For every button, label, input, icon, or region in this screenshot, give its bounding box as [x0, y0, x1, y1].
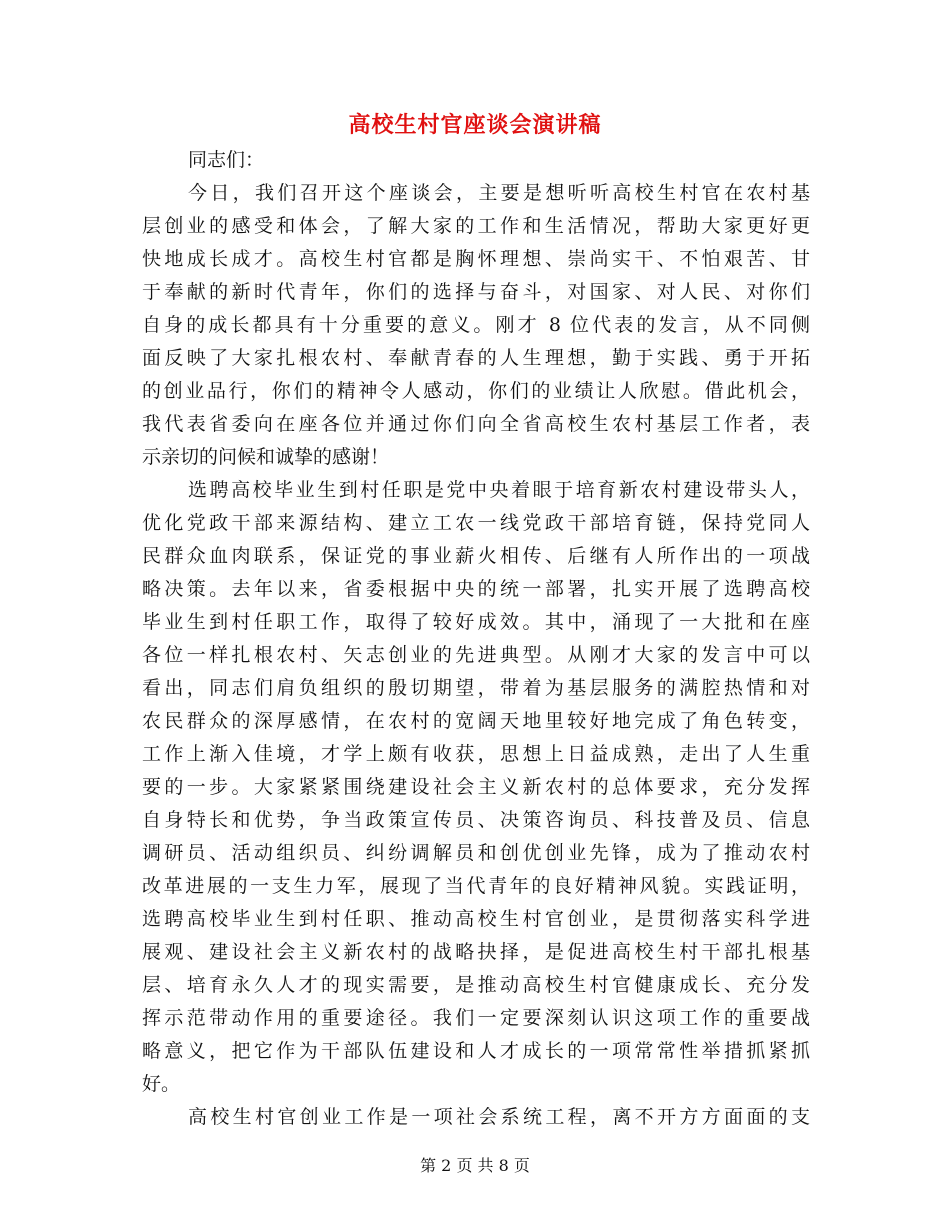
- paragraph-line: 面反映了大家扎根农村、奉献青春的人生理想，勤于实践、勇于开拓: [142, 347, 810, 369]
- paragraph-line: 展观、建设社会主义新农村的战略抉择，是促进高校生村干部扎根基: [142, 941, 810, 963]
- paragraph-line: 今日，我们召开这个座谈会，主要是想听听高校生村官在农村基: [188, 182, 810, 204]
- paragraph-line: 好。: [142, 1073, 181, 1095]
- paragraph-line: 看出，同志们肩负组织的殷切期望，带着为基层服务的满腔热情和对: [142, 677, 810, 699]
- paragraph-line: 自身特长和优势，争当政策宣传员、决策咨询员、科技普及员、信息: [142, 809, 810, 831]
- paragraph-line: 层、培育永久人才的现实需要，是推动高校生村官健康成长、充分发: [142, 974, 810, 996]
- paragraph-line: 的创业品行，你们的精神令人感动，你们的业绩让人欣慰。借此机会，: [142, 380, 810, 402]
- paragraph-line: 工作上渐入佳境，才学上颇有收获，思想上日益成熟，走出了人生重: [142, 743, 810, 765]
- salutation-line: 同志们：: [188, 149, 265, 171]
- paragraph-line: 改革进展的一支生力军，展现了当代青年的良好精神风貌。实践证明，: [142, 875, 810, 897]
- document-title: 高校生村官座谈会演讲稿: [348, 113, 602, 138]
- paragraph-line: 优化党政干部来源结构、建立工农一线党政干部培育链，保持党同人: [142, 512, 810, 534]
- paragraph-line: 自身的成长都具有十分重要的意义。刚才 8 位代表的发言，从不同侧: [142, 314, 810, 336]
- paragraph-line: 我代表省委向在座各位并通过你们向全省高校生农村基层工作者，表: [142, 413, 810, 435]
- paragraph-line: 选聘高校毕业生到村任职、推动高校生村官创业，是贯彻落实科学进: [142, 908, 810, 930]
- paragraph-line: 毕业生到村任职工作，取得了较好成效。其中，涌现了一大批和在座: [142, 611, 810, 633]
- page-number-footer: 第 2 页 共 8 页: [420, 1156, 530, 1175]
- paragraph-line: 于奉献的新时代青年，你们的选择与奋斗，对国家、对人民、对你们: [142, 281, 810, 303]
- paragraph-line: 农民群众的深厚感情，在农村的宽阔天地里较好地完成了角色转变，: [142, 710, 810, 732]
- paragraph-line: 略意义，把它作为干部队伍建设和人才成长的一项常常性举措抓紧抓: [142, 1040, 810, 1062]
- paragraph-line: 快地成长成才。高校生村官都是胸怀理想、崇尚实干、不怕艰苦、甘: [142, 248, 810, 270]
- paragraph-line: 调研员、活动组织员、纠纷调解员和创优创业先锋，成为了推动农村: [142, 842, 810, 864]
- paragraph-line: 要的一步。大家紧紧围绕建设社会主义新农村的总体要求，充分发挥: [142, 776, 810, 798]
- paragraph-line: 各位一样扎根农村、矢志创业的先进典型。从刚才大家的发言中可以: [142, 644, 810, 666]
- paragraph-line: 略决策。去年以来，省委根据中央的统一部署，扎实开展了选聘高校: [142, 578, 810, 600]
- paragraph-line: 民群众血肉联系，保证党的事业薪火相传、后继有人所作出的一项战: [142, 545, 810, 567]
- paragraph-line: 示亲切的问候和诚挚的感谢！: [142, 446, 390, 468]
- paragraph-line: 挥示范带动作用的重要途径。我们一定要深刻认识这项工作的重要战: [142, 1007, 810, 1029]
- paragraph-line: 选聘高校毕业生到村任职是党中央着眼于培育新农村建设带头人，: [188, 479, 810, 501]
- paragraph-line: 高校生村官创业工作是一项社会系统工程，离不开方方面面的支: [188, 1106, 810, 1128]
- paragraph-line: 层创业的感受和体会，了解大家的工作和生活情况，帮助大家更好更: [142, 215, 810, 237]
